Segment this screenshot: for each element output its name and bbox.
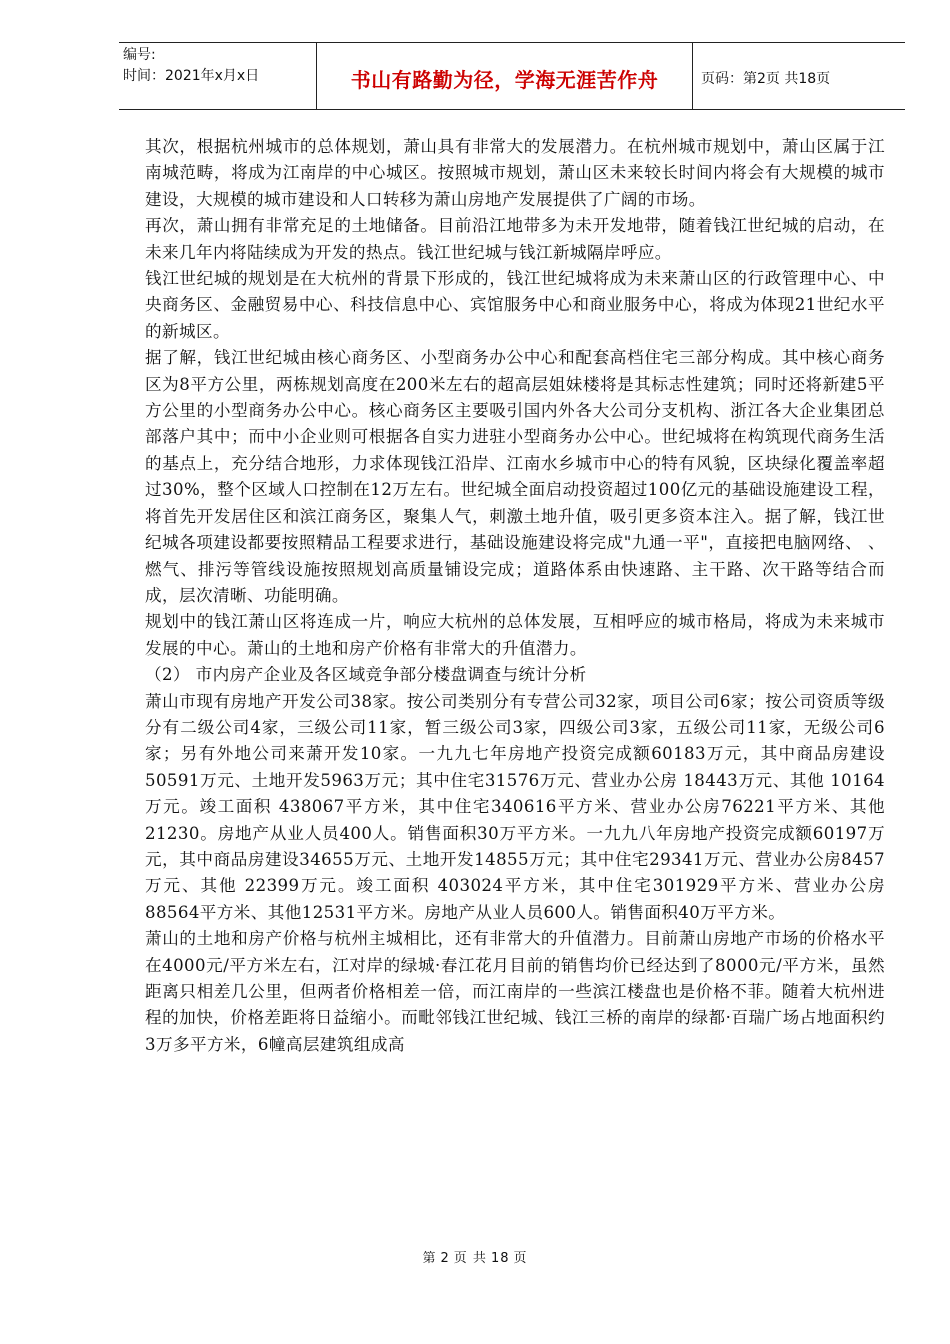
paragraph-century-city-structure: 据了解，钱江世纪城由核心商务区、小型商务办公中心和配套高档住宅三部分构成。其中核心商务区为8平方公里，两栋规划高度在200米左右的超高层姐妹楼将是其标志性建筑；同时还将新建5平方公里的小型商务办公中心。核心商务区主要吸引国内外各大公司分支机构、浙江各大企业集团总部落户其中；而中小企业则可根据各自实力进驻小型商务办公中心。世纪城将在构筑现代商务生活的基点上，充分结合地形，力求体现钱江沿岸、江南水乡城市中心的特有风貌，区块绿化覆盖率超过30%，整个区域人口控制在12万左右。世纪城全面启动投资超过100亿元的基础设施建设工程，将首先开发居住区和滨江商务区，聚集人气，刺激土地升值，吸引更多资本注入。据了解，钱江世纪城各项建设都要按照精品工程要求进行，基础设施建设将完成"九通一平"，直接把电脑网络、 、燃气、排污等管线设施按照规划高质量铺设完成；道路体系由快速路、主干路、次干路等结合而成，层次清晰、功能明确。 [145, 348, 885, 605]
paragraph-land-reserve: 再次，萧山拥有非常充足的土地储备。目前沿江地带多为未开发地带，随着钱江世纪城的启动，在未来几年内将陆续成为开发的热点。钱江世纪城与钱江新城隔岸呼应。 [145, 216, 885, 262]
section-heading: （2） 市内房产企业及各区域竞争部分楼盘调查与统计分析 [145, 665, 587, 685]
footer-middle: 页 共 [453, 1251, 487, 1266]
footer-total-pages: 18 [490, 1251, 510, 1266]
header-motto-cell [317, 43, 693, 109]
footer-prefix: 第 [422, 1251, 437, 1266]
paragraph-developer-statistics: 萧山市现有房地产开发公司38家。按公司类别分有专营公司32家，项目公司6家；按公司资质等级分有二级公司4家，三级公司11家，暂三级公司3家，四级公司3家，五级公司11家，无级公司6家；另有外地公司来萧开发10家。一九九七年房地产投资完成额60183万元，其中商品房建设50591万元、土地开发5963万元；其中住宅31576万元、营业办公房 18443万元、其他 10164万元。竣工面积 438067平方米，其中住宅340616平方米、营业办公房76221平方米、其他21230。房地产从业人员400人。销售面积30万平方米。一九九八年房地产投资完成额60197万元，其中商品房建设34655万元、土地开发14855万元；其中住宅29341万元、营业办公房8457万元、其他 22399万元。竣工面积 403024平方米，其中住宅301929平方米、营业办公房88564平方米、其他12531平方米。房地产从业人员600人。销售面积40万平方米。 [145, 691, 885, 922]
document-time-label: 时间：2021年x月x日 [123, 68, 260, 84]
header-page-cell [693, 43, 905, 109]
document-body [145, 134, 885, 1058]
document-number-label: 编号: [123, 47, 156, 63]
paragraph-xiaoshan-district: 规划中的钱江萧山区将连成一片，响应大杭州的总体发展，互相呼应的城市格局，将成为未来城市发展的中心。萧山的土地和房产价格有非常大的升值潜力。 [145, 612, 885, 658]
footer-suffix: 页 [513, 1251, 528, 1266]
footer-page-number: 2 [440, 1251, 450, 1266]
page-header [119, 42, 905, 110]
page-footer [0, 1247, 950, 1266]
paragraph-century-city-plan: 钱江世纪城的规划是在大杭州的背景下形成的，钱江世纪城将成为未来萧山区的行政管理中心、中央商务区、金融贸易中心、科技信息中心、宾馆服务中心和商业服务中心，将成为体现21世纪水平的新城区。 [145, 269, 885, 341]
header-motto: 书山有路勤为径，学海无涯苦作舟 [350, 67, 659, 92]
header-meta [119, 43, 317, 109]
header-page-label: 页码：第2页 共18页 [701, 71, 831, 87]
paragraph-planning-potential: 其次，根据杭州城市的总体规划，萧山具有非常大的发展潜力。在杭州城市规划中，萧山区属于江南城范畴，将成为江南岸的中心城区。按照城市规划，萧山区未来较长时间内将会有大规模的城市建设，大规模的城市建设和人口转移为萧山房地产发展提供了广阔的市场。 [145, 137, 885, 209]
paragraph-price-comparison: 萧山的土地和房产价格与杭州主城相比，还有非常大的升值潜力。目前萧山房地产市场的价格水平在4000元/平方米左右，江对岸的绿城·春江花月目前的销售均价已经达到了8000元/平方米，虽然距离只相差几公里，但两者价格相差一倍，而江南岸的一些滨江楼盘也是价格不菲。随着大杭州进程的加快，价格差距将日益缩小。而毗邻钱江世纪城、钱江三桥的南岸的绿都·百瑞广场占地面积约3万多平方米，6幢高层建筑组成高 [145, 929, 885, 1054]
